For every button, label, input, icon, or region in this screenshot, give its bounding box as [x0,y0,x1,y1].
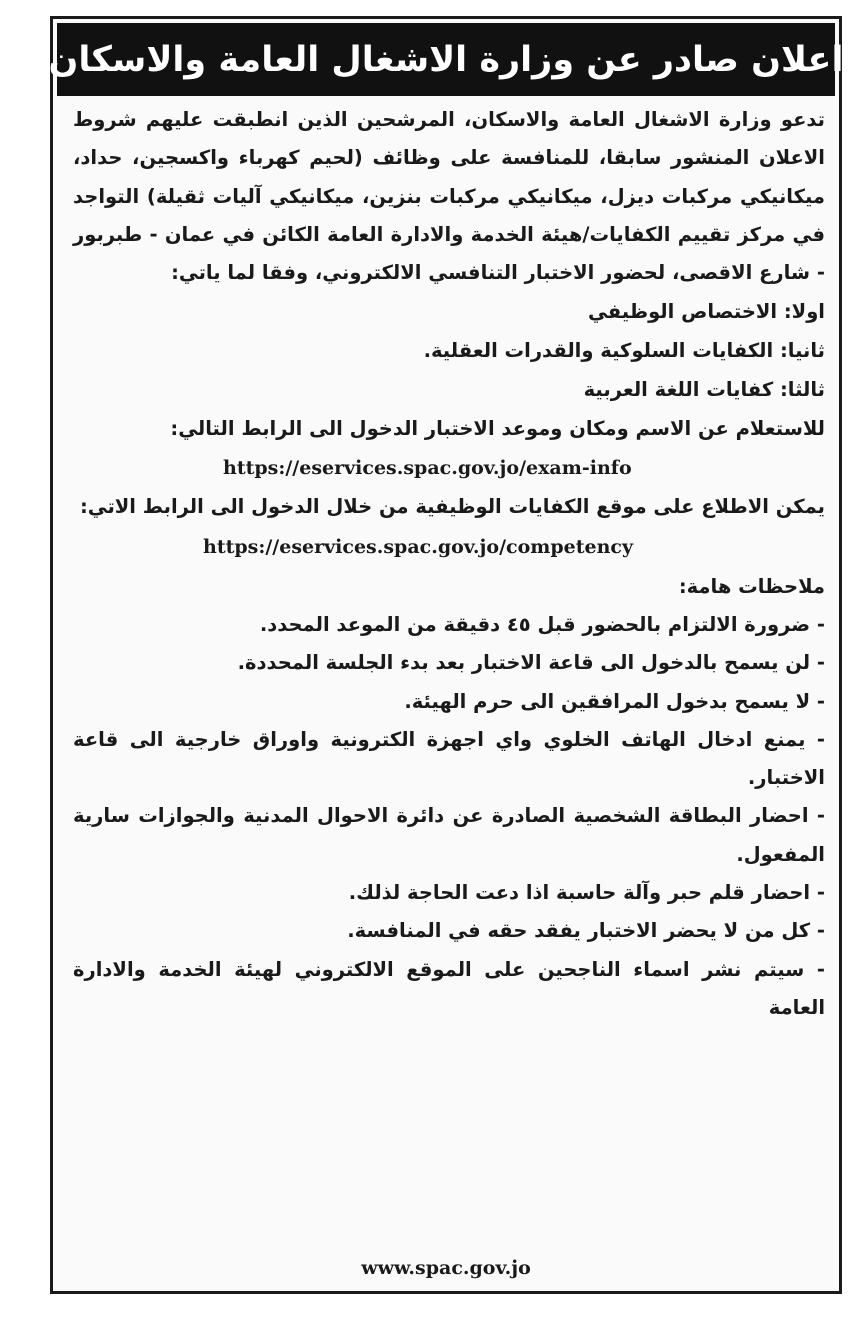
note-item: - ضرورة الالتزام بالحضور قبل ٤٥ دقيقة من الموعد المحدد. [259,612,825,636]
note-item: - لن يسمح بالدخول الى قاعة الاختبار بعد بدء الجلسة المحددة. [237,651,825,675]
inquiry-text: للاستعلام عن الاسم ومكان وموعد الاختبار الدخول الى الرابط التالي: [170,417,825,441]
announcement-body [73,101,825,1027]
note-item: - لا يسمح بدخول المرافقين الى حرم الهيئة. [404,689,825,713]
competency-link[interactable]: https://eservices.spac.gov.jo/competency [203,535,634,558]
exam-part-3: ثالثا: كفايات اللغة العربية [583,378,825,402]
exam-part-2: ثانيا: الكفايات السلوكية والقدرات العقلية. [423,339,825,363]
note-item: - احضار قلم حبر وآلة حاسبة اذا دعت الحاجة لذلك. [348,881,825,905]
title-banner [48,23,844,96]
competency-text: يمكن الاطلاع على موقع الكفايات الوظيفية من خلال الدخول الى الرابط الاتي: [79,495,825,519]
intro-paragraph: تدعو وزارة الاشغال العامة والاسكان، المرشحين الذين انطبقت عليهم شروط الاعلان المنشور سابقا، للمنافسة على وظائف (لحيم كهرباء واكسجين، حداد، ميكانيكي مركبات ديزل، ميكانيكي مركبات بنزين، ميكانيكي آليات ثقيلة) التواجد في مركز تقييم الكفايات/هيئة الخدمة والادارة العامة الكائن في عمان - طبربور - شارع الاقصى، لحضور الاختبار التنافسي الالكتروني، وفقا لما ياتي: [73,108,825,285]
note-item: - كل من لا يحضر الاختبار يفقد حقه في المنافسة. [347,919,825,943]
inquiry-link[interactable]: https://eservices.spac.gov.jo/exam-info [223,457,632,480]
note-item: - سيتم نشر اسماء الناجحين على الموقع الالكتروني لهيئة الخدمة والادارة العامة [73,957,825,1019]
note-item: - احضار البطاقة الشخصية الصادرة عن دائرة الاحوال المدنية والجوازات سارية المفعول. [73,804,825,866]
announcement-box [50,16,842,1294]
exam-part-1: اولا: الاختصاص الوظيفي [587,300,825,324]
page-title: اعلان صادر عن وزارة الاشغال العامة والاسكان [48,39,844,80]
note-item: - يمنع ادخال الهاتف الخلوي واي اجهزة الكترونية واوراق خارجية الى قاعة الاختبار. [73,727,825,790]
website-link[interactable]: www.spac.gov.jo [361,1257,531,1279]
notes-heading: ملاحظات هامة: [678,574,825,598]
